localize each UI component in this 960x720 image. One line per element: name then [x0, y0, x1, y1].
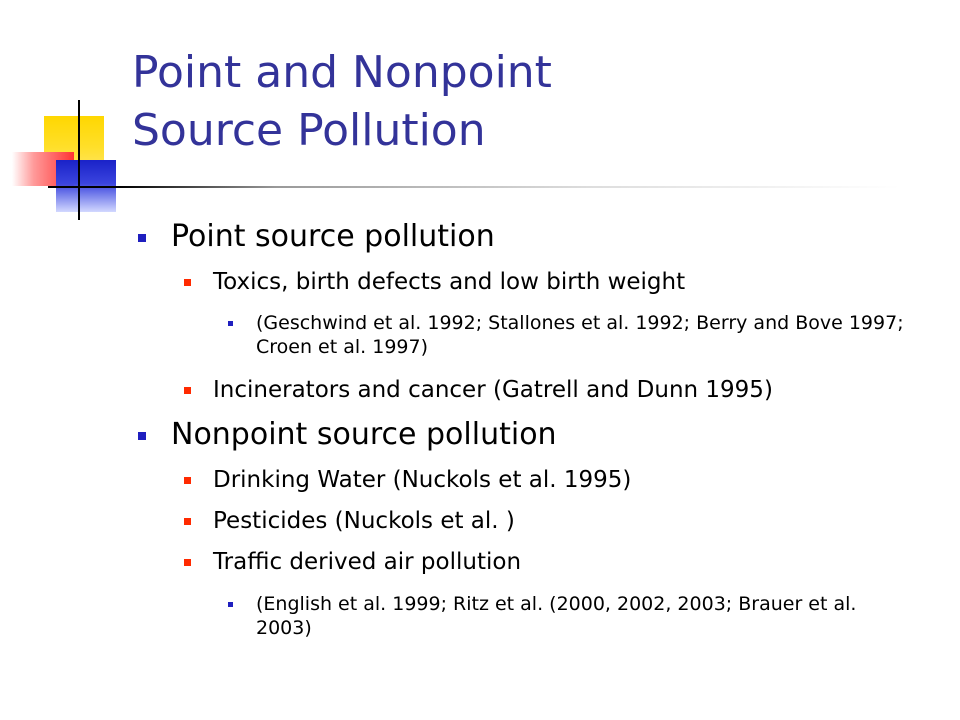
bullet-point-source — [171, 220, 931, 254]
square-bullet-icon — [184, 559, 191, 566]
square-bullet-icon — [184, 518, 191, 525]
bullet-text: Drinking Water (Nuckols et al. 1995) — [213, 467, 632, 493]
square-bullet-icon — [138, 234, 146, 242]
bullet-text: Incinerators and cancer (Gatrell and Dunn 1995) — [213, 377, 773, 403]
square-bullet-icon — [184, 279, 191, 286]
bullet-text: Nonpoint source pollution — [171, 417, 557, 452]
sub-bullet-traffic — [213, 548, 933, 576]
slide-title — [132, 44, 552, 160]
bullet-nonpoint-source — [171, 418, 931, 452]
square-bullet-icon — [138, 432, 146, 440]
bullet-text: (Geschwind et al. 1992; Stallones et al. 1992; Berry and Bove 1997; Croen et al. 1997) — [256, 312, 904, 358]
sub-bullet-pesticides — [213, 507, 933, 535]
logo-vertical-line — [78, 100, 80, 220]
bullet-text: (English et al. 1999; Ritz et al. (2000, 2002, 2003; Brauer et al. 2003) — [256, 593, 857, 639]
square-bullet-icon — [184, 477, 191, 484]
decorative-logo — [0, 0, 140, 230]
bullet-text: Traffic derived air pollution — [213, 549, 522, 575]
square-bullet-icon — [228, 602, 233, 607]
sub-bullet-drinking-water — [213, 466, 933, 494]
reference-traffic — [256, 592, 916, 640]
square-bullet-icon — [184, 387, 191, 394]
bullet-text: Toxics, birth defects and low birth weight — [213, 269, 686, 295]
title-line-1: Point and Nonpoint — [132, 47, 552, 98]
title-divider — [120, 186, 900, 188]
sub-bullet-toxics — [213, 268, 933, 296]
sub-bullet-incinerators — [213, 376, 933, 404]
title-line-2: Source Pollution — [132, 105, 486, 156]
reference-toxics — [256, 311, 936, 359]
bullet-text: Pesticides (Nuckols et al. ) — [213, 508, 515, 534]
square-bullet-icon — [228, 321, 233, 326]
bullet-text: Point source pollution — [171, 219, 495, 254]
